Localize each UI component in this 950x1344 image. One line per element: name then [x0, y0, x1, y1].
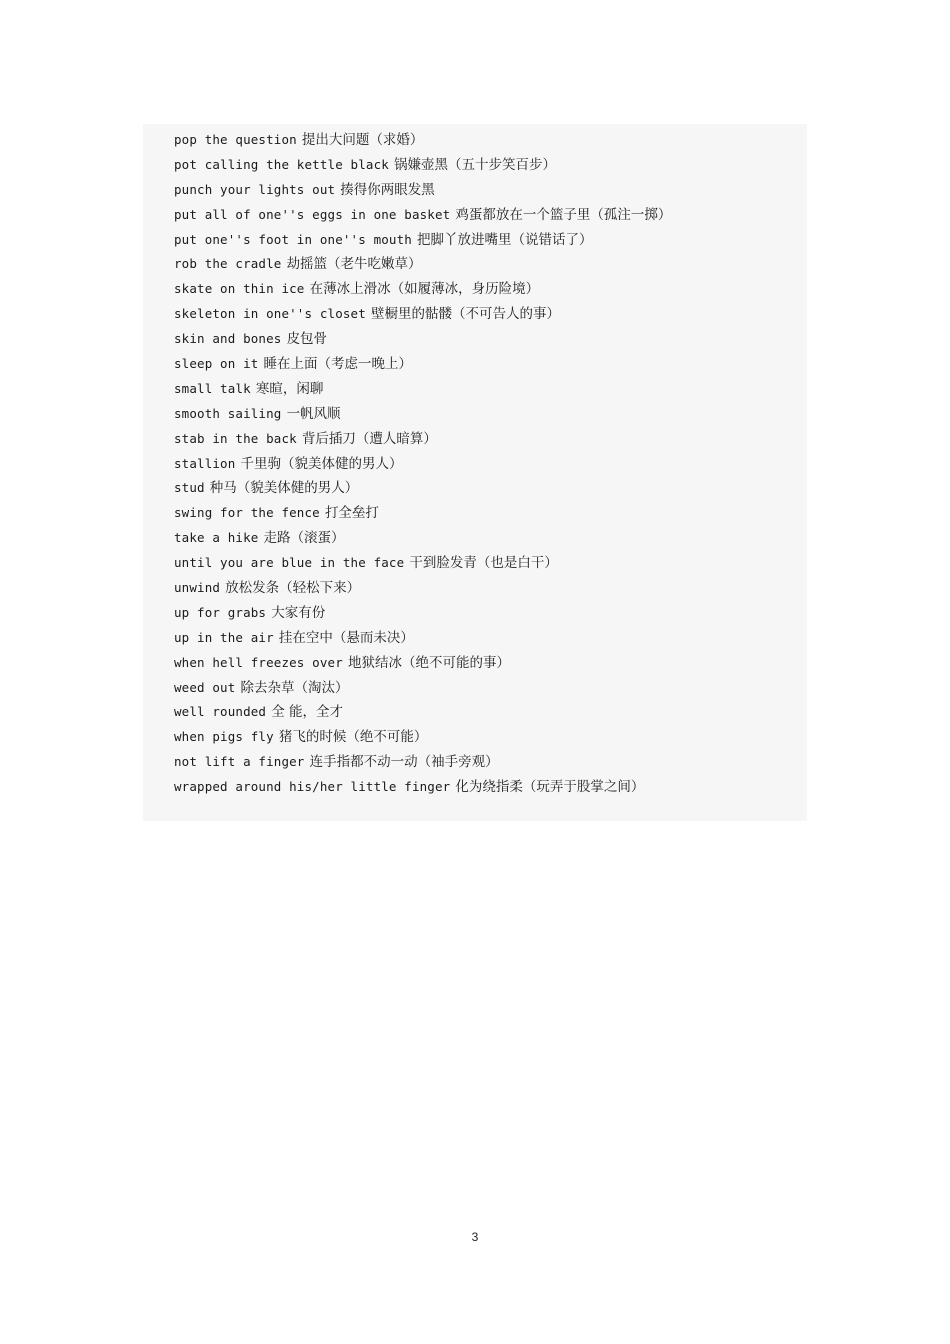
idiom-entry	[174, 600, 804, 625]
idiom-english: rob the cradle	[174, 256, 282, 272]
idiom-chinese: 寒暄，闲聊	[255, 380, 324, 397]
idiom-entry	[174, 251, 804, 276]
idiom-english: skin and bones	[174, 331, 282, 347]
idiom-chinese: 大家有份	[271, 604, 326, 621]
idiom-entry	[174, 426, 804, 451]
idiom-entry	[174, 500, 804, 525]
idiom-chinese: 提出大问题（求婚）	[301, 132, 424, 148]
idiom-english: take a hike	[174, 530, 259, 546]
idiom-chinese: 揍得你两眼发黑	[340, 181, 435, 198]
idiom-chinese: 壁橱里的骷髅（不可告人的事）	[371, 306, 560, 323]
idiom-chinese: 背后插刀（遭人暗算）	[301, 430, 437, 447]
idiom-entry	[174, 202, 804, 227]
idiom-english: small talk	[174, 380, 251, 396]
idiom-entry	[174, 127, 804, 152]
idiom-chinese: 除去杂草（淘汰）	[240, 679, 349, 696]
idiom-english: well rounded	[174, 704, 267, 720]
idiom-entry	[174, 401, 804, 426]
idiom-english: skeleton in one''s closet	[174, 306, 366, 322]
idiom-list-panel	[143, 124, 807, 821]
idiom-english: wrapped around his/her little finger	[174, 779, 451, 795]
idiom-english: pop the question	[174, 132, 297, 147]
idiom-english: not lift a finger	[174, 754, 305, 770]
idiom-english: up for grabs	[174, 604, 267, 620]
idiom-entry	[174, 699, 804, 724]
idiom-entry	[174, 625, 804, 650]
idiom-chinese: 鸡蛋都放在一个篮子里（孤注一掷）	[455, 206, 672, 223]
idiom-entry	[174, 227, 804, 252]
idiom-entry	[174, 326, 804, 351]
idiom-entry	[174, 525, 804, 550]
idiom-english: stab in the back	[174, 430, 297, 446]
idiom-chinese: 连手指都不动一动（袖手旁观）	[309, 754, 499, 771]
idiom-english: when hell freezes over	[174, 654, 343, 670]
idiom-english: put one''s foot in one''s mouth	[174, 231, 412, 247]
idiom-entry	[174, 276, 804, 301]
idiom-chinese: 锅嫌壶黑（五十步笑百步）	[394, 156, 557, 173]
idiom-entry	[174, 675, 804, 700]
idiom-chinese: 挂在空中（悬而未决）	[278, 629, 414, 646]
idiom-entry	[174, 376, 804, 401]
idiom-chinese: 睡在上面（考虑一晚上）	[263, 356, 413, 373]
idiom-english: unwind	[174, 580, 221, 596]
idiom-entry	[174, 650, 804, 675]
idiom-english: when pigs fly	[174, 729, 274, 745]
idiom-chinese: 地狱结冰（绝不可能的事）	[347, 654, 510, 671]
idiom-entry	[174, 774, 804, 799]
page-number: 3	[471, 1230, 479, 1244]
idiom-english: weed out	[174, 679, 236, 695]
idiom-entry	[174, 724, 804, 749]
idiom-chinese: 猪飞的时候（绝不可能）	[278, 729, 428, 746]
idiom-chinese: 走路（滚蛋）	[263, 530, 345, 547]
idiom-entry	[174, 301, 804, 326]
idiom-chinese: 一帆风顺	[286, 405, 341, 422]
idiom-chinese: 化为绕指柔（玩弄于股掌之间）	[455, 779, 645, 796]
idiom-chinese: 劫摇篮（老牛吃嫩草）	[286, 256, 422, 273]
idiom-chinese: 种马（貌美体健的男人）	[209, 480, 359, 497]
idiom-english: put all of one''s eggs in one basket	[174, 206, 451, 222]
idiom-english: punch your lights out	[174, 181, 336, 197]
idiom-chinese: 放松发条（轻松下来）	[225, 580, 361, 597]
idiom-entry	[174, 351, 804, 376]
idiom-entry	[174, 575, 804, 600]
idiom-english: up in the air	[174, 629, 274, 645]
idiom-english: sleep on it	[174, 356, 259, 372]
idiom-chinese: 把脚丫放进嘴里（说错话了）	[417, 231, 593, 248]
idiom-chinese: 千里驹（貌美体健的男人）	[240, 455, 403, 472]
idiom-english: pot calling the kettle black	[174, 156, 389, 172]
idiom-list	[174, 127, 804, 799]
idiom-entry	[174, 152, 804, 177]
idiom-english: skate on thin ice	[174, 281, 305, 297]
idiom-entry	[174, 177, 804, 202]
idiom-chinese: 干到脸发青（也是白干）	[409, 555, 558, 572]
idiom-english: smooth sailing	[174, 405, 282, 421]
idiom-chinese: 在薄冰上滑冰（如履薄冰，身历险境）	[309, 281, 540, 298]
idiom-entry	[174, 475, 804, 500]
idiom-english: swing for the fence	[174, 505, 320, 521]
idiom-entry	[174, 749, 804, 774]
idiom-english: stallion	[174, 455, 236, 471]
idiom-chinese: 皮包骨	[286, 331, 328, 348]
idiom-entry	[174, 451, 804, 476]
idiom-english: stud	[174, 480, 205, 496]
idiom-chinese: 打全垒打	[324, 505, 379, 522]
idiom-english: until you are blue in the face	[174, 555, 405, 571]
idiom-chinese: 全 能，全才	[271, 704, 343, 721]
idiom-entry	[174, 550, 804, 575]
